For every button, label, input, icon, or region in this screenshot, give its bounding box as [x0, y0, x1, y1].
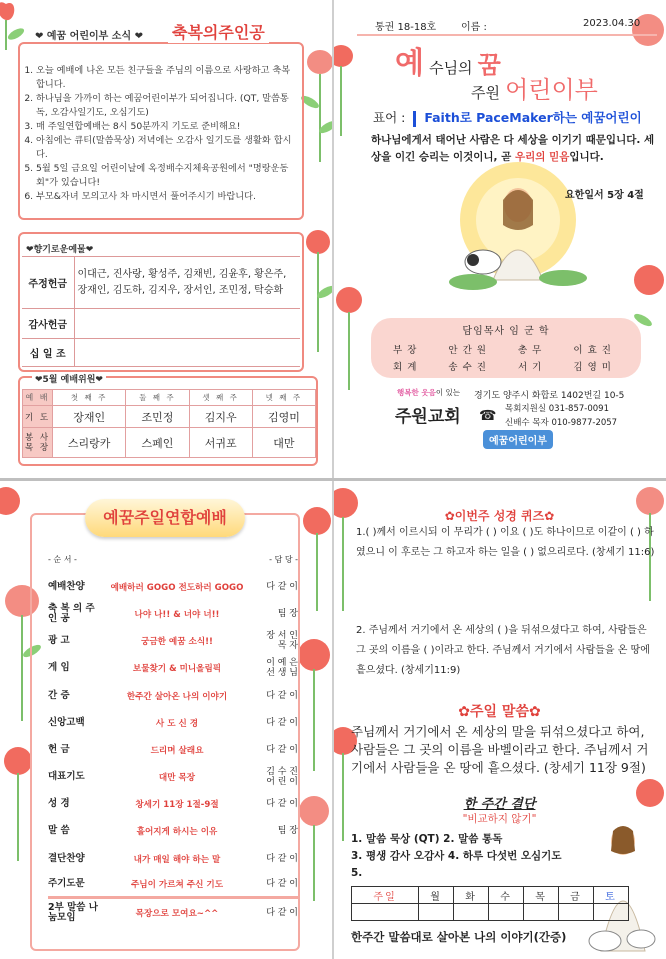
quiz-question-2: 2. 주님께서 거기에서 온 세상의 ( )을 뒤섞으셨다고 하여, 사람들은 그 곳의 이름을 ( )이라고 한다. 주님께서 거기에서 사람들을 온 땅에 흩으셨다. (창세기11:9)	[356, 625, 650, 676]
list-item: 예배찬양 예배하러 GOGO 전도하러 GOGO 다 같 이	[48, 580, 298, 593]
church-name: 주원교회	[395, 407, 461, 427]
list-item: 축 복 의 주 인 공 나야 나!! & 너야 너!! 팀 장	[48, 602, 298, 624]
day-cell: 월	[419, 887, 454, 904]
news-header-label: ❤ 예꿈 어린이부 소식 ❤	[32, 27, 146, 42]
day-cell: 금	[559, 887, 594, 904]
staff-cell: 서 기	[517, 361, 543, 373]
worship-cell: 조민정	[126, 406, 189, 428]
church-address: 경기도 양주시 화합로 1402번길 10-5	[474, 391, 625, 401]
church-tagline	[397, 387, 460, 398]
list-item: 말 씀 흩어지게 하시는 이유 팀 장	[48, 825, 298, 838]
quiz-title: ✿이번주 성경 퀴즈✿	[444, 509, 555, 523]
worship-cell: 장재인	[53, 406, 126, 428]
order-title: 예꿈주일연합예배	[85, 499, 245, 537]
staff-cell: 총 무	[517, 344, 543, 356]
offering-section-title: ❤향기로운예물❤	[26, 245, 94, 255]
order-head-left: - 순 서 -	[48, 554, 77, 564]
staff-cell: 송 수 진	[448, 361, 487, 373]
worship-order-list	[48, 546, 298, 927]
worship-table	[22, 389, 316, 458]
flower-decoration-icon	[333, 36, 363, 136]
verse-reference: 요한일서 5장 4절	[565, 190, 644, 201]
quiz-panel	[333, 481, 666, 959]
list-item: 3. 평생 감사 오감사 4. 하루 다섯번 오심기도	[351, 850, 562, 862]
worship-cell: 김영미	[252, 406, 315, 428]
resolve-title: 한 주간 결단	[463, 797, 536, 812]
list-item: 3. 매 주일연합예배는 8시 50분까지 기도로 준비해요!	[36, 120, 294, 134]
list-item: 2. 하나님을 가까이 하는 예꿈어린이부가 되어집니다. (QT, 말씀통독, 오감사일기도, 오심기도)	[36, 92, 294, 120]
list-item: 신앙고백 사 도 신 경 다 같 이	[48, 716, 298, 729]
list-item: 게 임 보물찾기 & 미니올림픽 이 예 은 선 생 님	[48, 658, 298, 679]
news-list	[22, 64, 294, 204]
list-item: 5. 5월 5일 금요일 어린이날에 옥정배수지체육공원에서 "명랑운동회"가 있습니다!	[36, 162, 294, 190]
list-item: 대표기도 대만 목장 김 수 진 어 린 이	[48, 767, 298, 788]
slogan-prefix: 표어 :	[373, 110, 406, 125]
worship-section-title: ❤5월 예배위원❤	[32, 372, 106, 385]
verse-highlight: 우리의 믿음	[514, 151, 570, 163]
offering-label: 십 일 조	[22, 339, 74, 367]
check-cell[interactable]	[524, 904, 559, 921]
worship-header-cell: 둘 째 주	[126, 390, 189, 406]
name-label: 이름 :	[461, 22, 487, 33]
sermon-text: 주님께서 거기에서 온 세상의 말을 뒤섞으셨다고 하여, 사람들은 그 곳의 이름을 바벨이라고 한다. 주님께서 거기에서 사람들을 온 땅에 흩으셨다. (창세기 11장 9절)	[351, 724, 649, 775]
worship-header-cell: 셋 째 주	[189, 390, 252, 406]
order-header-row	[48, 546, 298, 573]
list-item: 간 증 한주간 살아온 나의 이야기 다 같 이	[48, 689, 298, 702]
staff-cell: 안 간 원	[448, 344, 487, 356]
news-panel	[0, 0, 333, 478]
check-cell[interactable]	[454, 904, 489, 921]
verse-end: 입니다.	[569, 151, 604, 163]
day-cell: 화	[454, 887, 489, 904]
list-item: 결단찬양 내가 매일 해야 하는 말 다 같 이	[48, 852, 298, 865]
staff-cell: 부 장	[393, 344, 418, 356]
worship-cell: 대만	[252, 428, 315, 458]
list-item: 헌 금 드리며 살래요 다 같 이	[48, 743, 298, 756]
pastor-line: 담임목사 임 군 학	[462, 326, 550, 337]
slogan	[373, 108, 642, 127]
check-cell[interactable]	[352, 904, 419, 921]
staff-cell: 김 영 미	[573, 361, 612, 373]
tagline-pink: 행복한 웃음	[397, 388, 436, 397]
offering-value	[74, 339, 300, 367]
title-ye: 예	[395, 46, 424, 81]
day-cell: 토	[593, 887, 628, 904]
worship-cell: 스페인	[126, 428, 189, 458]
offering-table	[22, 256, 300, 367]
offering-label: 감사헌금	[22, 309, 74, 339]
flower-decoration-icon	[333, 280, 369, 390]
title-dream: 꿈	[477, 51, 501, 79]
title-line2-main: 어린이부	[505, 76, 598, 104]
worship-cell: 서귀포	[189, 428, 252, 458]
title-line2	[471, 70, 598, 105]
day-cell: 목	[524, 887, 559, 904]
day-cell: 주일	[352, 887, 419, 904]
offering-label: 주정헌금	[22, 257, 74, 309]
resolve-list	[351, 831, 561, 882]
list-item: 광 고 궁금한 예꿈 소식!! 장 서 인 목 자	[48, 631, 298, 652]
bible-verse	[371, 132, 656, 166]
issue-date: 2023.04.30	[583, 18, 641, 29]
phone-icon: ☎	[479, 408, 497, 424]
list-item: 4. 아침에는 큐티(말씀묵상) 저녁에는 오감사 일기도를 생활화 합시다.	[36, 134, 294, 162]
staff-cell: 회 계	[393, 361, 418, 373]
contact-office: 목회지원실 031-857-0091	[505, 404, 609, 414]
word-title: ✿주일 말씀✿	[458, 704, 541, 720]
list-item: 주기도문 주님이 가르쳐 주신 기도 다 같 이	[48, 872, 298, 899]
worship-header-cell: 첫 째 주	[53, 390, 126, 406]
verse-text: 하나님에게서 태어난 사람은 다 세상을 이기기 때문입니다. 세상을 이긴 승리는 이것이니, 곧	[371, 134, 655, 163]
worship-cell: 스리랑카	[53, 428, 126, 458]
tagline-rest: 이 있는	[435, 388, 460, 397]
check-cell[interactable]	[593, 904, 628, 921]
flower-decoration-icon	[295, 501, 333, 611]
worship-cell: 김지우	[189, 406, 252, 428]
order-panel	[0, 481, 333, 959]
flower-decoration-icon	[0, 481, 32, 541]
worship-header-cell: 넷 째 주	[252, 390, 315, 406]
slogan-text: Faith로 PaceMaker하는 예꿈어린이	[424, 110, 642, 125]
offering-value	[74, 309, 300, 339]
resolve-subtitle: "비교하지 않기"	[462, 813, 537, 825]
list-item: 1. 말씀 묵상 (QT) 2. 말씀 통독	[351, 833, 503, 845]
check-cell[interactable]	[559, 904, 594, 921]
logo-badge: 예꿈어린이부	[483, 430, 553, 449]
list-item: 5.	[351, 867, 363, 879]
contact-leader: 신배수 목자 010-9877-2057	[505, 418, 618, 428]
check-cell[interactable]	[419, 904, 454, 921]
worship-role: 기 도	[23, 406, 53, 428]
title-line2-small: 주원	[471, 84, 500, 102]
day-cell: 수	[489, 887, 524, 904]
list-item: 성 경 창세기 11장 1절-9절 다 같 이	[48, 798, 298, 811]
jesus-illustration-icon	[433, 150, 603, 300]
offering-value: 이대근, 진사랑, 황성주, 김채빈, 김윤후, 황은주, 장재인, 김도하, 김지우, 장서인, 조민정, 탁승화	[74, 257, 300, 309]
list-item: 6. 부모&자녀 모의고사 차 마시면서 풀어주시기 바랍니다.	[36, 190, 294, 204]
worship-header-cell: 예 배	[23, 390, 53, 406]
cover-panel	[333, 0, 666, 478]
news-header-title: 축복의주인공	[168, 20, 269, 43]
staff-cell: 이 효 진	[573, 344, 612, 356]
weekly-check-table	[351, 886, 629, 921]
flower-decoration-icon	[618, 8, 666, 68]
page-divider	[0, 478, 666, 481]
closing-line: 한주간 말씀대로 살아본 나의 이야기(간증)	[351, 930, 567, 944]
staff-table	[381, 340, 631, 374]
quiz-question-1: 1.( )께서 이르시되 이 무리가 ( ) 이요 ( )도 하나이므로 이같이 ( ) 하였으니 이 후로는 그 하고자 하는 일을 ( ) 없으리로다. (창세기 11:6)	[356, 527, 655, 558]
staff-box	[371, 318, 641, 378]
issue-number: 통권 18-18호	[375, 22, 437, 33]
list-item: 1. 오늘 예배에 나온 모든 친구들을 주님의 이름으로 사랑하고 축복합니다.	[36, 64, 294, 92]
check-cell[interactable]	[489, 904, 524, 921]
title-small: 수님의	[429, 59, 473, 77]
list-item: 2부 말씀 나눔모임 목장으로 모여요~^^ 다 같 이	[48, 902, 298, 924]
order-head-right: - 담 당 -	[269, 554, 298, 564]
worship-role: 봉 사 목 장	[23, 428, 53, 458]
